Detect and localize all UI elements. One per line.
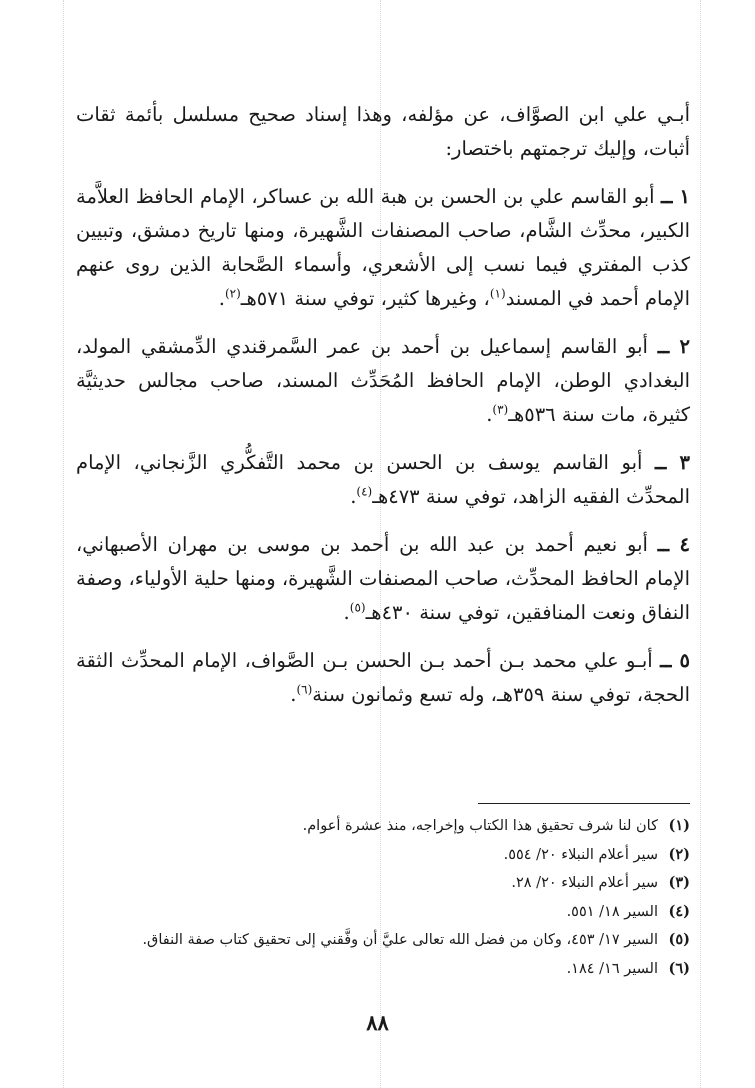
footnote-text: السير ١٨/ ٥٥١. <box>566 903 658 920</box>
footnote-number: (٢) <box>668 845 690 863</box>
footnote-ref[interactable]: (٣) <box>492 402 509 417</box>
footnote-ref[interactable]: (٥) <box>349 600 366 615</box>
entry-end: . <box>290 683 297 706</box>
footnote-number: (٤) <box>668 902 690 920</box>
main-text <box>76 98 690 712</box>
entry-end: . <box>486 403 493 426</box>
footnote-number: (٦) <box>668 959 690 977</box>
page-number: ٨٨ <box>366 1010 389 1035</box>
entry-text: أبو القاسم إسماعيل بن أحمد بن عمر السَّمرقندي الدِّمشقي المولد، البغدادي الوطن، الإمام الحافظ المُحَدِّث المسند، صاحب مجالس حديثيَّة كثيرة، مات سنة ٥٣٦هـ <box>76 335 690 426</box>
footnote-text: كان لنا شرف تحقيق هذا الكتاب وإخراجه، منذ عشرة أعوام. <box>302 818 658 834</box>
entry-1 <box>76 180 690 316</box>
footnote-item <box>76 841 690 870</box>
entry-5 <box>76 644 690 712</box>
entry-text: أبو القاسم يوسف بن الحسن بن محمد التَّفكُّري الزَّنجاني، الإمام المحدِّث الفقيه الزاهد، توفي سنة ٤٧٣هـ <box>76 451 690 508</box>
footnote-number: (٣) <box>668 874 690 891</box>
guide-line <box>700 0 701 1088</box>
entry-text: أبو نعيم أحمد بن عبد الله بن أحمد بن موسى بن مهران الأصبهاني، الإمام الحافظ المحدِّث، صاحب المصنفات الشَّهيرة، ومنها حلية الأولياء، وصفة النفاق ونعت المنافقين، توفي سنة ٤٣٠هـ <box>76 533 690 624</box>
entry-text: أبو القاسم علي بن الحسن بن هبة الله بن عساكر، الإمام الحافظ العلاَّمة الكبير، محدِّث الشَّام، صاحب المصنفات الشَّهيرة، ومنها تاريخ دمشق، وتبيين كذب المفتري فيما نسب إلى الأشعري، وأسماء الصَّحابة الذين روى عنهم الإمام أحمد في المسند <box>76 185 690 310</box>
footnote-divider <box>478 803 690 804</box>
entry-text-continued: ، وغيرها كثير، توفي سنة ٥٧١هـ <box>240 287 490 310</box>
entry-number: ٥ ــ <box>660 649 690 672</box>
footnote-item <box>76 926 690 955</box>
footnote-text: سير أعلام النبلاء ٢٠/ ٢٨. <box>511 875 658 891</box>
entry-number: ٢ ــ <box>657 335 691 358</box>
footnote-ref[interactable]: (٢) <box>224 286 241 301</box>
entry-end: . <box>350 485 357 508</box>
guide-line <box>63 0 64 1088</box>
footnote-number: (٥) <box>668 931 690 948</box>
entry-number: ١ ــ <box>661 185 690 208</box>
intro-paragraph: أبـي علي ابن الصوَّاف، عن مؤلفه، وهذا إسناد صحيح مسلسل بأئمة ثقات أثبات، وإليك ترجمتهم باختصار: <box>76 103 690 160</box>
entry-number: ٤ ــ <box>657 533 690 556</box>
entry-number: ٣ ــ <box>654 451 690 474</box>
footnote-ref[interactable]: (٤) <box>356 484 373 499</box>
footnote-ref[interactable]: (١) <box>489 286 506 301</box>
entry-4 <box>76 528 690 630</box>
footnote-text: السير ١٦/ ١٨٤. <box>566 960 658 977</box>
entry-end: . <box>343 601 350 624</box>
footnote-text: سير أعلام النبلاء ٢٠/ ٥٥٤. <box>503 846 658 863</box>
footnote-item <box>76 869 690 898</box>
footnote-item <box>76 812 690 841</box>
footnote-item <box>76 898 690 927</box>
entry-text: أبـو علي محمد بـن أحمد بـن الحسن بـن الصَّواف، الإمام المحدِّث الثقة الحجة، توفي سنة ٣٥٩هـ، وله تسع وثمانون سنة <box>76 649 690 706</box>
footnote-ref[interactable]: (٦) <box>296 682 313 697</box>
footnotes <box>76 812 690 983</box>
footnote-number: (١) <box>668 817 690 834</box>
entry-2 <box>76 330 690 432</box>
footnote-text: السير ١٧/ ٤٥٣، وكان من فضل الله تعالى عليَّ أن وفَّقني إلى تحقيق كتاب صفة النفاق. <box>142 932 658 948</box>
entry-end: . <box>218 287 225 310</box>
footnote-item <box>76 955 690 984</box>
entry-3 <box>76 446 690 514</box>
